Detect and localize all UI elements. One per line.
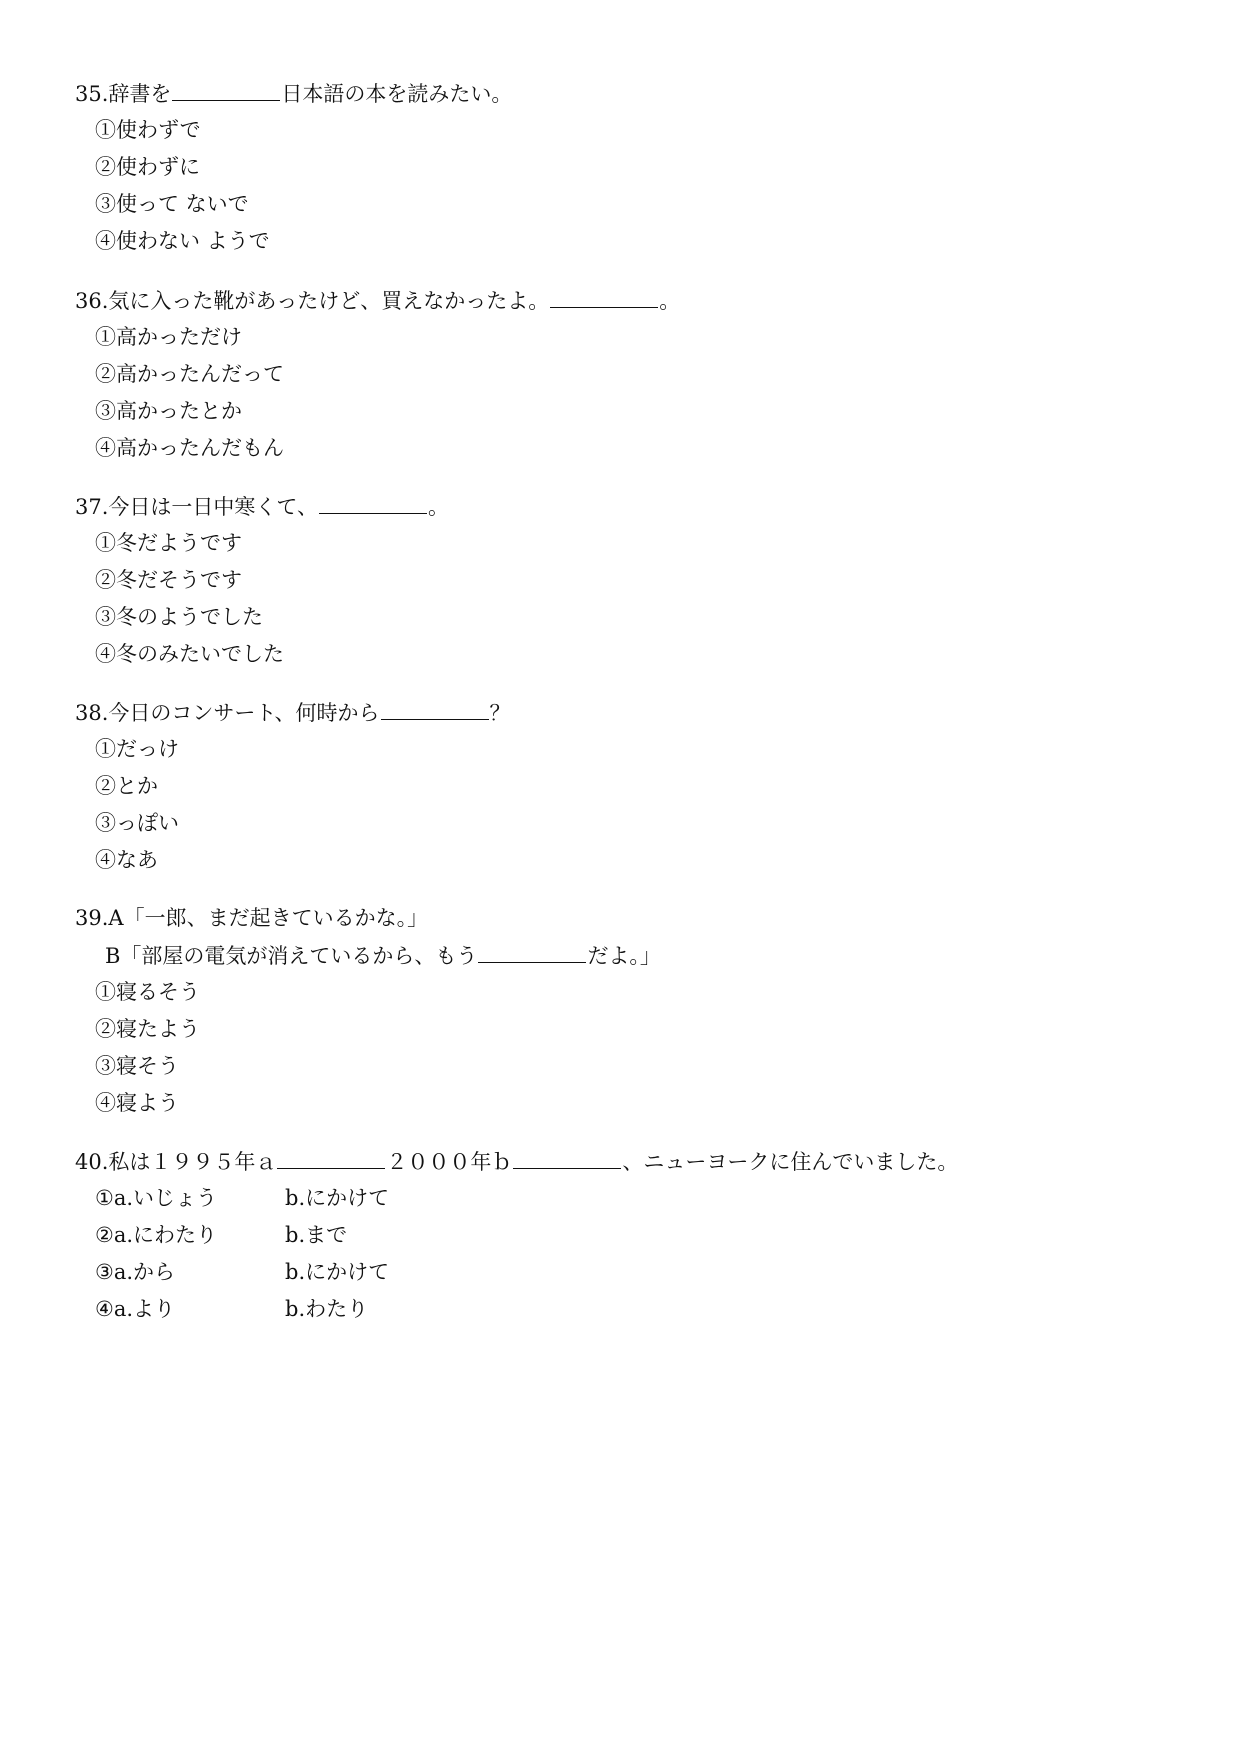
answer-blank-a	[277, 1148, 385, 1169]
answer-blank	[319, 493, 427, 514]
stem-text: 。	[659, 289, 681, 313]
stem-text: ？	[489, 701, 511, 725]
option-a: ④a.より	[95, 1297, 176, 1321]
option-3: ③冬のようでした	[95, 605, 263, 629]
option-4: ④冬のみたいでした	[95, 642, 284, 666]
stem-text: 私は１９９５年ａ	[108, 1150, 277, 1174]
option-4: ④なあ	[95, 848, 158, 872]
answer-blank-b	[513, 1148, 621, 1169]
option-a: ①a.いじょう	[95, 1186, 218, 1210]
stem-text: 今日は一日中寒くて、	[108, 495, 318, 519]
question-40	[75, 1148, 1175, 1322]
question-number: 40.	[75, 1150, 109, 1174]
option-2	[75, 1222, 1175, 1248]
question-number: 39.	[75, 906, 109, 930]
option-4	[75, 1296, 1175, 1322]
question-stem	[75, 287, 1175, 313]
question-stem	[75, 493, 1175, 519]
stem-text: 、ニューヨークに住んでいました。	[622, 1150, 959, 1174]
dialogue-line-a: A「一郎、まだ起きているかな。」	[108, 906, 429, 930]
option-2: ②とか	[95, 774, 158, 798]
option-a: ②a.にわたり	[95, 1223, 218, 1247]
option-b: b.わたり	[285, 1297, 369, 1321]
question-38	[75, 699, 1175, 873]
option-1	[75, 1185, 1175, 1211]
option-3: ③高かったとか	[95, 399, 242, 423]
option-2: ②寝たよう	[95, 1017, 200, 1041]
option-2: ②使わずに	[95, 155, 200, 179]
question-37	[75, 493, 1175, 667]
option-a: ③a.から	[95, 1260, 176, 1284]
option-b: b.にかけて	[285, 1186, 390, 1210]
option-1: ①だっけ	[95, 737, 179, 761]
question-number: 35.	[75, 82, 109, 106]
option-4: ④寝よう	[95, 1091, 179, 1115]
answer-blank	[478, 942, 586, 963]
question-36	[75, 287, 1175, 461]
option-3: ③っぽい	[95, 811, 179, 835]
stem-text: B「部屋の電気が消えているから、もう	[105, 944, 478, 968]
option-3	[75, 1259, 1175, 1285]
option-4: ④高かったんだもん	[95, 436, 284, 460]
option-1: ①高かっただけ	[95, 325, 242, 349]
option-3: ③使って ないで	[95, 192, 249, 216]
answer-blank	[550, 287, 658, 308]
question-stem	[75, 905, 1175, 931]
question-35	[75, 80, 1175, 254]
answer-blank	[381, 699, 489, 720]
answer-blank	[172, 80, 280, 101]
option-b: b.にかけて	[285, 1260, 390, 1284]
stem-text: 今日のコンサート、何時から	[108, 701, 380, 725]
option-2: ②高かったんだって	[95, 362, 284, 386]
option-1: ①冬だようです	[95, 531, 242, 555]
question-number: 36.	[75, 289, 109, 313]
question-stem	[75, 1148, 1175, 1174]
option-3: ③寝そう	[95, 1054, 179, 1078]
question-stem	[75, 699, 1175, 725]
option-1: ①使わずで	[95, 118, 201, 142]
stem-text: 日本語の本を読みたい。	[281, 82, 513, 106]
question-stem	[75, 80, 1175, 106]
stem-text: ２０００年ｂ	[386, 1150, 513, 1174]
stem-text: 辞書を	[108, 82, 172, 106]
question-number: 37.	[75, 495, 109, 519]
stem-text: 。	[428, 495, 449, 519]
option-b: b.まで	[285, 1223, 348, 1247]
stem-text: だよ。」	[587, 944, 661, 968]
option-1: ①寝るそう	[95, 980, 200, 1004]
option-2: ②冬だそうです	[95, 568, 242, 592]
option-4: ④使わない ようで	[95, 229, 270, 253]
question-number: 38.	[75, 701, 109, 725]
stem-text: 気に入った靴があったけど、買えなかったよ。	[108, 289, 550, 313]
question-39	[75, 905, 1175, 1116]
dialogue-line-b	[75, 942, 1175, 968]
